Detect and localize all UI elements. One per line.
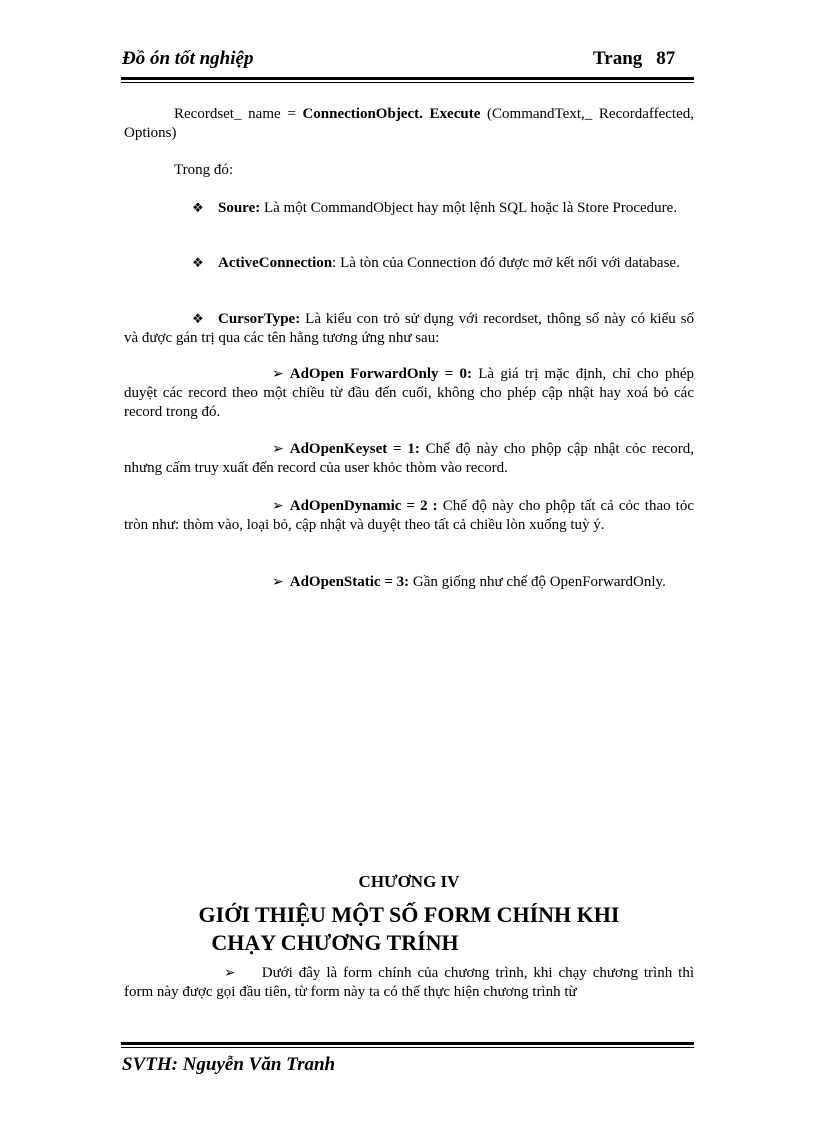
list-item-activeconnection	[124, 253, 694, 273]
header-rule-thin	[121, 82, 694, 83]
header-title: Đồ ón tốt nghiệp	[122, 48, 254, 69]
term-desc: Là một CommandObject hay một lệnh SQL hoặc là Store Procedure.	[260, 200, 678, 216]
paragraph-recordset-syntax	[124, 105, 694, 143]
term-desc: Là kiểu con trỏ sử dụng với recordset, thông số này có kiểu số và được gán trị qua các tên hằng tương ứng như sau:	[124, 311, 694, 346]
diamond-bullet-icon: ❖	[192, 255, 204, 270]
arrow-bullet-icon: ➢	[272, 499, 284, 514]
paragraph-trong-do: Trong đó:	[174, 162, 234, 178]
list-item-adopenstatic	[124, 573, 694, 592]
list-item-adopenkeyset	[124, 440, 694, 478]
arrow-bullet-icon: ➢	[224, 966, 236, 981]
term-desc: Gần giống như chế độ OpenForwardOnly.	[409, 574, 666, 590]
chapter-label: CHƯƠNG IV	[358, 872, 460, 891]
syntax-method: ConnectionObject. Execute	[302, 106, 481, 122]
footer-rule-thin	[121, 1047, 694, 1048]
list-item-cursortype	[124, 309, 694, 348]
term: AdOpen ForwardOnly = 0:	[289, 366, 473, 382]
term: AdOpenDynamic = 2 :	[289, 498, 438, 514]
list-item-adopenforwardonly	[124, 365, 694, 422]
footer-author: SVTH: Nguyễn Văn Tranh	[122, 1054, 336, 1075]
term-desc: : Là tòn của Connection đó được mở kết nối với database.	[332, 255, 680, 271]
term-desc: Chế độ này cho phộp tất cả cỏc thao tỏc tròn như: thòm vào, loại bỏ, cập nhật và duyệt theo tất cả chiều lòn xuống tuỳ ý.	[124, 498, 694, 533]
term: AdOpenKeyset = 1:	[289, 441, 420, 457]
term: Soure:	[218, 200, 261, 216]
list-item-soure	[124, 198, 694, 218]
chapter-intro-paragraph	[124, 964, 694, 1002]
chapter-title-line-1: GIỚI THIỆU MỘT SỐ FORM CHÍNH KHI	[198, 902, 620, 927]
term: AdOpenStatic = 3:	[289, 574, 410, 590]
arrow-bullet-icon: ➢	[272, 575, 284, 590]
header-rule-thick	[121, 77, 694, 80]
diamond-bullet-icon: ❖	[192, 200, 204, 215]
term-desc: Chế độ này cho phộp cập nhật cỏc record, nhưng cấm truy xuất đến record của user khỏc thòm vào record.	[124, 441, 694, 476]
arrow-bullet-icon: ➢	[272, 367, 284, 382]
list-item-adopendynamic	[124, 497, 694, 535]
syntax-part: Recordset_ name =	[174, 106, 303, 122]
page-label: Trang	[593, 48, 643, 69]
syntax-args: (CommandText,_ Recordaffected, Options)	[124, 106, 695, 141]
intro-text: Dưới đây là form chính của chương trình, khi chạy chương trình thì form này được gọi đầu tiên, từ form này ta có thể thực hiện chương trình từ	[124, 965, 694, 1000]
page-number-block	[593, 48, 675, 70]
diamond-bullet-icon: ❖	[192, 311, 204, 326]
arrow-bullet-icon: ➢	[272, 442, 284, 457]
term: ActiveConnection	[218, 255, 333, 271]
term: CursorType:	[218, 311, 301, 327]
page-number: 87	[656, 48, 676, 69]
chapter-title-line-2: CHẠY CHƯƠNG TRÍNH	[211, 930, 459, 955]
term-desc: Là giá trị mặc định, chỉ cho phép duyệt các record theo một chiều từ đầu đến cuối, không cho phép cập nhật hay xoá bỏ các record trong đó.	[124, 366, 694, 420]
footer-rule-thick	[121, 1042, 694, 1045]
